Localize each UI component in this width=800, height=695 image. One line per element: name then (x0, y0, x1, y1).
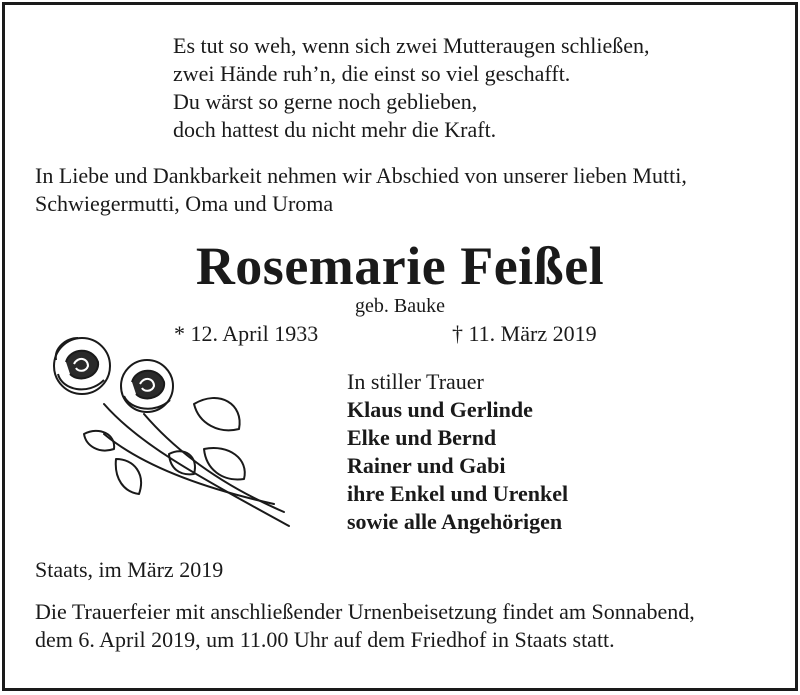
mourners (347, 368, 568, 536)
birth-date: * 12. April 1933 (174, 321, 319, 346)
poem-line: Es tut so weh, wenn sich zwei Mutteraugen schließen, (173, 33, 650, 58)
ceremony-line: Die Trauerfeier mit anschließender Urnenbeisetzung findet am Sonnabend, (35, 599, 695, 624)
mourner-name: sowie alle Angehörigen (347, 509, 563, 534)
roses-illustration-icon (44, 334, 296, 536)
ceremony-info (35, 598, 695, 654)
mourner-name: Elke und Bernd (347, 425, 497, 450)
mourner-name: Rainer und Gabi (347, 453, 506, 478)
mourner-name: ihre Enkel und Urenkel (347, 481, 569, 506)
mourner-name: Klaus und Gerlinde (347, 397, 533, 422)
born-name: geb. Bauke (355, 295, 445, 317)
poem-line: Du wärst so gerne noch geblieben, (173, 89, 478, 114)
poem-line: zwei Hände ruh’n, die einst so viel geschafft. (173, 61, 571, 86)
intro-line: In Liebe und Dankbarkeit nehmen wir Abschied von unserer lieben Mutti, (35, 163, 687, 188)
poem (173, 32, 650, 144)
intro-text (35, 162, 687, 218)
deceased-name: Rosemarie Feißel (195, 236, 605, 296)
mourners-heading: In stiller Trauer (347, 369, 484, 394)
ceremony-line: dem 6. April 2019, um 11.00 Uhr auf dem Friedhof in Staats statt. (35, 627, 615, 652)
death-date: † 11. März 2019 (452, 321, 597, 346)
intro-line: Schwiegermutti, Oma und Uroma (35, 191, 334, 216)
poem-line: doch hattest du nicht mehr die Kraft. (173, 117, 497, 142)
place-date: Staats, im März 2019 (35, 557, 224, 582)
